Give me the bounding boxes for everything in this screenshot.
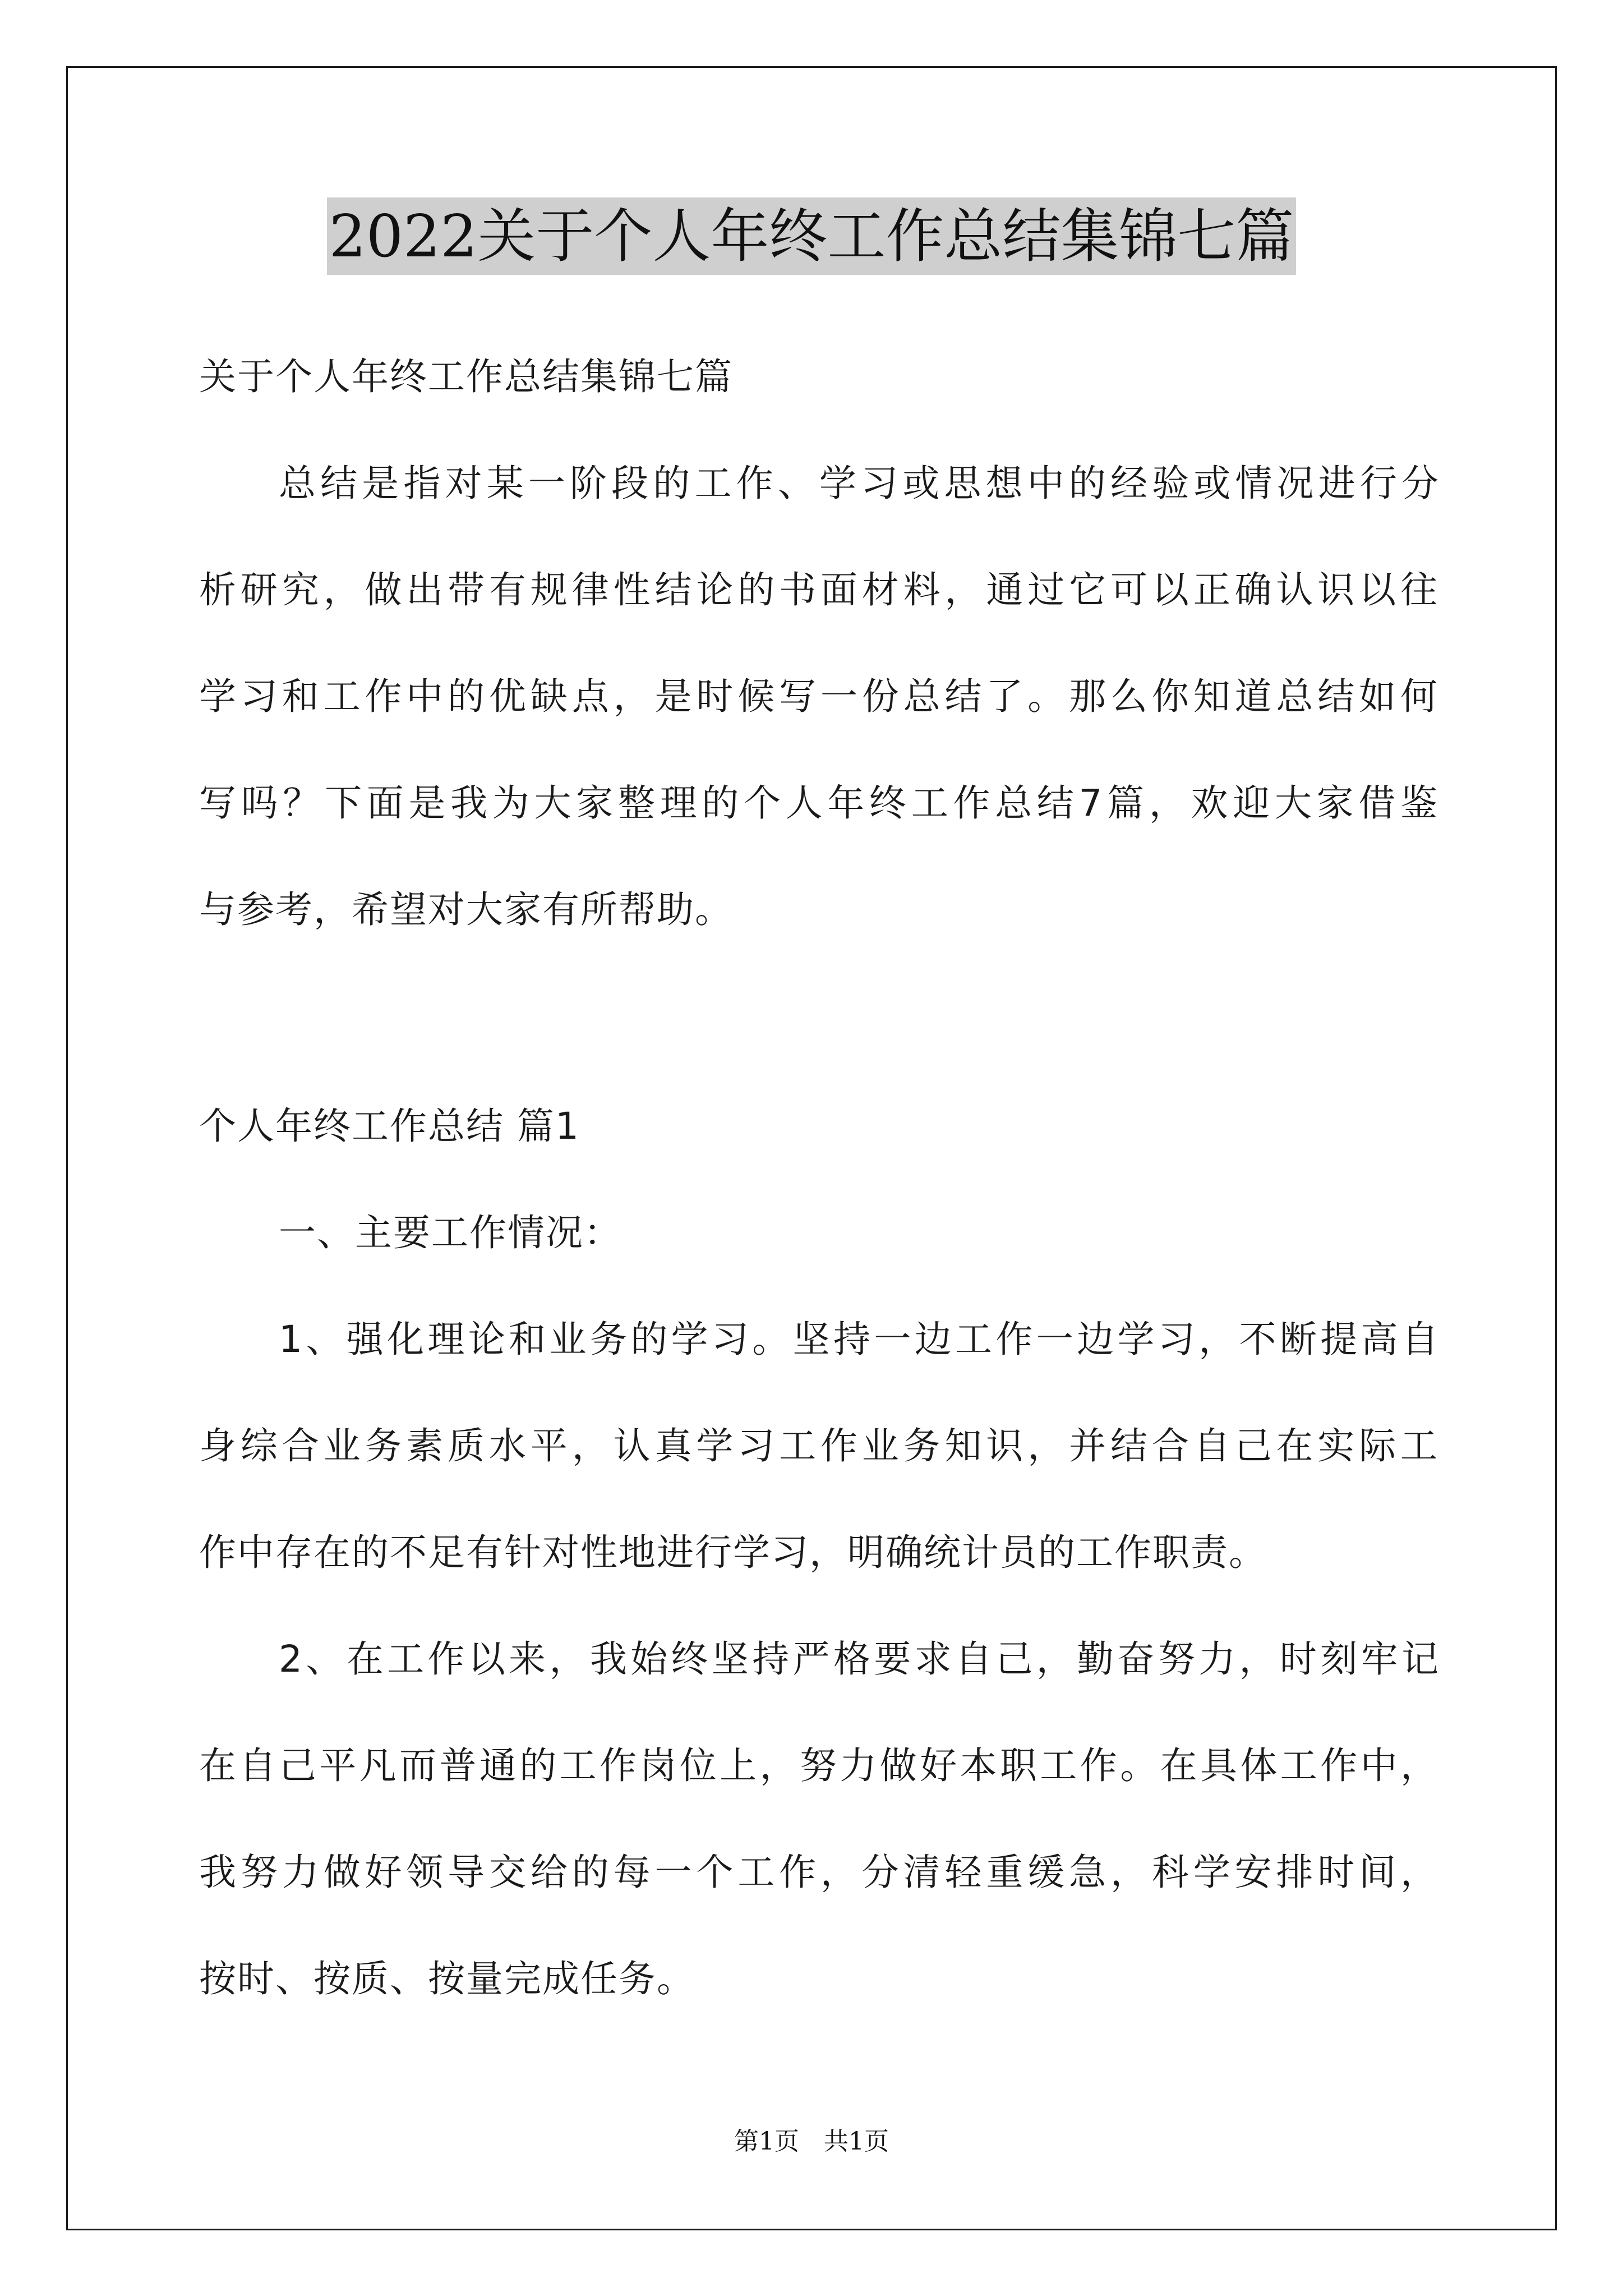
intro-line-4-text: 写吗？下面是我为大家整理的个人年终工作总结7篇，欢迎大家借鉴 xyxy=(199,781,1438,825)
para2-line-1 xyxy=(279,1637,1440,1682)
para1-line-3: 作中存在的不足有针对性地进行学习，明确统计员的工作职责。 xyxy=(199,1531,1267,1574)
intro-line-3-text: 学习和工作中的优缺点，是时候写一份总结了。那么你知道总结如何 xyxy=(199,675,1438,718)
document-title: 2022关于个人年终工作总结集锦七篇 xyxy=(327,197,1297,275)
para1-line-1 xyxy=(279,1317,1440,1362)
para1-line-2-text: 身综合业务素质水平，认真学习工作业务知识，并结合自己在实际工 xyxy=(199,1424,1438,1467)
page-footer: 第1页 共1页 xyxy=(734,2127,889,2156)
para2-line-3 xyxy=(199,1850,1438,1895)
para1-line-1-text: 1、强化理论和业务的学习。坚持一边工作一边学习，不断提高自 xyxy=(279,1318,1440,1361)
para2-line-1-text: 2、在工作以来，我始终坚持严格要求自己，勤奋努力，时刻牢记 xyxy=(279,1637,1440,1681)
intro-line-3 xyxy=(199,674,1438,719)
para2-line-2-text: 在自己平凡而普通的工作岗位上，努力做好本职工作。在具体工作中， xyxy=(199,1744,1438,1787)
intro-line-4 xyxy=(199,781,1438,826)
para2-line-3-text: 我努力做好领导交给的每一个工作，分清轻重缓急，科学安排时间， xyxy=(199,1851,1438,1894)
intro-line-1 xyxy=(279,461,1440,506)
item-heading: 一、主要工作情况： xyxy=(279,1211,622,1254)
section-heading: 个人年终工作总结 篇1 xyxy=(199,1105,580,1148)
intro-line-5: 与参考，希望对大家有所帮助。 xyxy=(199,888,733,931)
intro-line-2-text: 析研究，做出带有规律性结论的书面材料，通过它可以正确认识以往 xyxy=(199,568,1438,611)
para2-line-4: 按时、按质、按量完成任务。 xyxy=(199,1957,695,2000)
intro-line-1-text: 总结是指对某一阶段的工作、学习或思想中的经验或情况进行分 xyxy=(279,462,1440,505)
title-container xyxy=(0,197,1623,275)
para1-line-2 xyxy=(199,1424,1438,1469)
document-subtitle: 关于个人年终工作总结集锦七篇 xyxy=(199,355,733,398)
para2-line-2 xyxy=(199,1743,1438,1788)
intro-line-2 xyxy=(199,568,1438,613)
